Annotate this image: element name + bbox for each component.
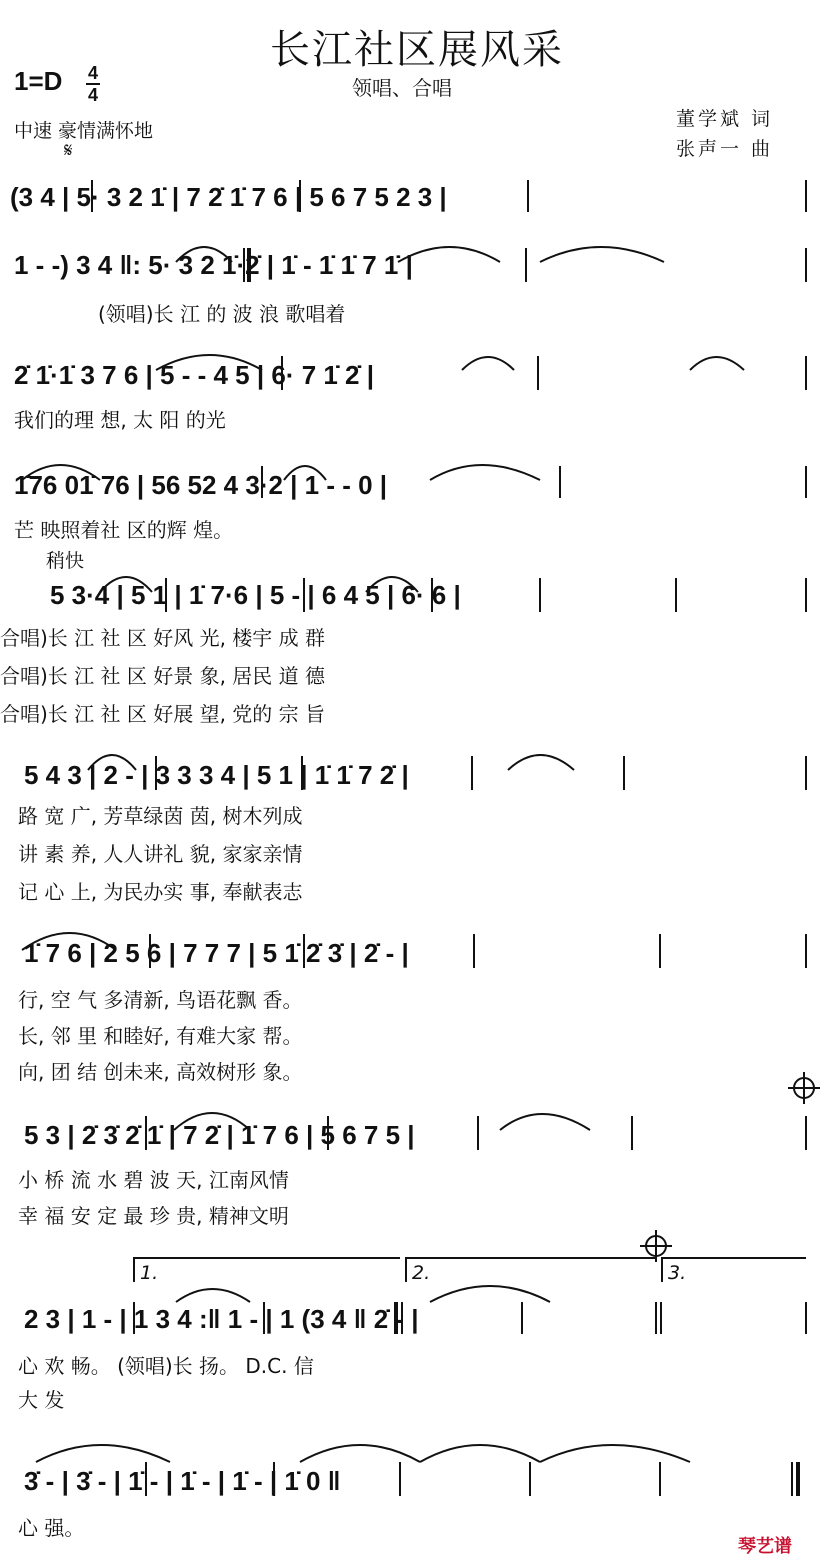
tempo-change-label: 稍快 <box>46 550 85 572</box>
notation-row-8: 5 3 | 2̇ 3̇ 2̇ 1̇ | 7 2̇ | 1̇ 7 6 | 5 6 7 5 | <box>24 1120 415 1150</box>
watermark-logo: 琴艺谱 <box>738 1536 792 1557</box>
lyric-row-6-verse-2: 讲 素 养, 人人讲礼 貌, 家家亲情 <box>18 842 303 866</box>
volta-2-label: 2. <box>412 1262 431 1284</box>
notation-row-2: 1 - -) 3 4 ‖: 5· 3 2 1̇·2̇ | 1̇ - 1̇ 1̇ 7 1̇ | <box>14 250 413 280</box>
time-signature-top: 4 <box>87 63 98 83</box>
lyric-row-7-verse-3: 向, 团 结 创未来, 高效树形 象。 <box>18 1060 303 1084</box>
lyric-row-6-verse-1: 路 宽 广, 芳草绿茵 茵, 树木列成 <box>18 804 303 828</box>
time-signature-bottom: 4 <box>87 85 98 105</box>
notation-row-3: 2̇ 1̇·1̇ 3 7 6 | 5 - - 4 5 | 6· 7 1̇ 2̇ | <box>14 360 375 390</box>
notation-row-5: 5 3·4 | 5 1 | 1̇ 7·6 | 5 - | 6 4 5 | 6· 6 | <box>50 580 461 610</box>
key-signature: 1=D <box>14 66 63 96</box>
notation-row-9: 2 3 | 1 - | 1 3 4 :‖ 1 - | 1 (3 4 ‖ 2̇ - | <box>24 1304 419 1334</box>
lyric-row-5-verse-1: 合唱)长 江 社 区 好风 光, 楼宇 成 群 <box>0 626 326 650</box>
segno-icon: 𝄋 <box>64 140 73 162</box>
lyric-row-8-verse-2: 幸 福 安 定 最 珍 贵, 精神文明 <box>18 1204 289 1228</box>
song-title: 长江社区展风采 <box>270 27 564 73</box>
lyric-row-6-verse-3: 记 心 上, 为民办实 事, 奉献表志 <box>18 880 303 904</box>
lyric-row-5-verse-3: 合唱)长 江 社 区 好展 望, 党的 宗 旨 <box>0 702 326 726</box>
lyric-row-10: 心 强。 <box>18 1516 85 1540</box>
volta-1-label: 1. <box>140 1262 159 1284</box>
performance-type: 领唱、合唱 <box>352 76 452 100</box>
composer-credit: 张声一 曲 <box>676 138 774 160</box>
lyricist-credit: 董学斌 词 <box>676 108 774 130</box>
notation-row-7: 1̇ 7 6 | 2 5 6 | 7 7 7 | 5 1̇ 2̇ 3̇ | 2̇ - | <box>24 938 409 968</box>
lyric-row-3: 我们的理 想, 太 阳 的光 <box>14 408 226 432</box>
lyric-row-7-verse-2: 长, 邻 里 和睦好, 有难大家 帮。 <box>18 1024 303 1048</box>
tempo-marking: 中速 豪情满怀地 <box>14 120 154 142</box>
lyric-row-7-verse-1: 行, 空 气 多清新, 鸟语花飘 香。 <box>18 988 303 1012</box>
lyric-row-8-verse-1: 小 桥 流 水 碧 波 天, 江南风情 <box>18 1168 289 1192</box>
lyric-row-2: (领唱)长 江 的 波 浪 歌唱着 <box>98 302 346 326</box>
notation-row-4: 1̇76 01̇ 76 | 56 52 4 3·2 | 1 - - 0 | <box>14 470 388 500</box>
lyric-row-4: 芒 映照着社 区的辉 煌。 <box>14 518 234 542</box>
notation-row-1: (3 4 | 5· 3 2 1̇ | 7 2̇ 1̇ 7 6 | 5 6 7 5 2 3 | <box>10 182 447 212</box>
lyric-row-9-verse-2: 大 发 <box>18 1388 65 1412</box>
volta-3-label: 3. <box>668 1262 687 1284</box>
lyric-row-9-verse-1: 心 欢 畅。 (领唱)长 扬。 D.C. 信 <box>18 1354 314 1378</box>
notation-row-10: 3̇ - | 3̇ - | 1̇ - | 1̇ - | 1̇ - | 1̇ 0 ‖ <box>24 1466 341 1496</box>
notation-row-6: 5 4 3 | 2 - | 3 3 3 4 | 5 1 | 1̇ 1̇ 7 2̇ | <box>24 760 409 790</box>
lyric-row-5-verse-2: 合唱)长 江 社 区 好景 象, 居民 道 德 <box>0 664 326 688</box>
